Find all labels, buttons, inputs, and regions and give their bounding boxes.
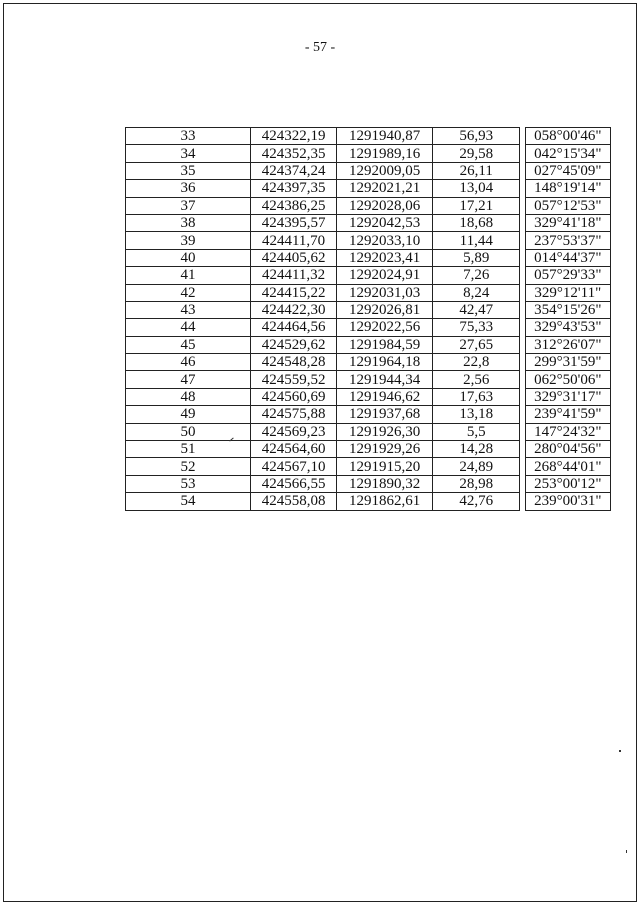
- y-coordinate-cell: 1291944,34: [337, 371, 433, 388]
- x-coordinate-cell: 424575,88: [250, 406, 336, 423]
- point-number-cell: 54: [126, 493, 251, 510]
- bearing-cell: 253°00'12": [525, 475, 610, 492]
- distance-cell: 13,18: [433, 406, 520, 423]
- point-number-cell: 48: [126, 388, 251, 405]
- bearing-cell: 239°41'59": [525, 406, 610, 423]
- y-coordinate-cell: 1291946,62: [337, 388, 433, 405]
- distance-cell: 7,26: [433, 267, 520, 284]
- bearing-cell: 148°19'14": [525, 180, 610, 197]
- bearing-cell: 058°00'46": [525, 128, 610, 145]
- table-row: [126, 336, 611, 353]
- x-coordinate-cell: 424322,19: [250, 128, 336, 145]
- bearing-cell: 057°12'53": [525, 197, 610, 214]
- x-coordinate-cell: 424397,35: [250, 180, 336, 197]
- scan-speck: [626, 850, 627, 853]
- x-coordinate-cell: 424386,25: [250, 197, 336, 214]
- bearing-cell: 027°45'09": [525, 162, 610, 179]
- table-row: [126, 180, 611, 197]
- y-coordinate-cell: 1292042,53: [337, 214, 433, 231]
- distance-cell: 42,47: [433, 301, 520, 318]
- point-number-cell: 44: [126, 319, 251, 336]
- point-number-cell: 40: [126, 249, 251, 266]
- y-coordinate-cell: 1291915,20: [337, 458, 433, 475]
- distance-cell: 27,65: [433, 336, 520, 353]
- point-number-cell: 45: [126, 336, 251, 353]
- table-row: [126, 197, 611, 214]
- y-coordinate-cell: 1291926,30: [337, 423, 433, 440]
- bearing-cell: 239°00'31": [525, 493, 610, 510]
- y-coordinate-cell: 1291964,18: [337, 354, 433, 371]
- table-row: [126, 249, 611, 266]
- bearing-cell: 354°15'26": [525, 301, 610, 318]
- y-coordinate-cell: 1291940,87: [337, 128, 433, 145]
- y-coordinate-cell: 1292031,03: [337, 284, 433, 301]
- page-number: - 57 -: [304, 40, 336, 55]
- point-number-cell: 33: [126, 128, 251, 145]
- table-row: [126, 423, 611, 440]
- y-coordinate-cell: 1291984,59: [337, 336, 433, 353]
- bearing-cell: 329°12'11": [525, 284, 610, 301]
- point-number-cell: 47: [126, 371, 251, 388]
- distance-cell: 13,04: [433, 180, 520, 197]
- distance-cell: 56,93: [433, 128, 520, 145]
- bearing-cell: 057°29'33": [525, 267, 610, 284]
- y-coordinate-cell: 1292033,10: [337, 232, 433, 249]
- table-row: [126, 232, 611, 249]
- x-coordinate-cell: 424405,62: [250, 249, 336, 266]
- distance-cell: 18,68: [433, 214, 520, 231]
- x-coordinate-cell: 424411,70: [250, 232, 336, 249]
- distance-cell: 11,44: [433, 232, 520, 249]
- point-number-cell: 42: [126, 284, 251, 301]
- point-number-cell: 51: [126, 441, 251, 458]
- table-row: [126, 441, 611, 458]
- bearing-cell: 268°44'01": [525, 458, 610, 475]
- y-coordinate-cell: 1291929,26: [337, 441, 433, 458]
- table-row: [126, 162, 611, 179]
- x-coordinate-cell: 424569,23: [250, 423, 336, 440]
- x-coordinate-cell: 424411,32: [250, 267, 336, 284]
- point-number-cell: 34: [126, 145, 251, 162]
- x-coordinate-cell: 424395,57: [250, 214, 336, 231]
- distance-cell: 14,28: [433, 441, 520, 458]
- bearing-cell: 147°24'32": [525, 423, 610, 440]
- y-coordinate-cell: 1292021,21: [337, 180, 433, 197]
- y-coordinate-cell: 1291862,61: [337, 493, 433, 510]
- distance-cell: 26,11: [433, 162, 520, 179]
- table-row: [126, 354, 611, 371]
- bearing-cell: 299°31'59": [525, 354, 610, 371]
- x-coordinate-cell: 424422,30: [250, 301, 336, 318]
- distance-cell: 24,89: [433, 458, 520, 475]
- point-number-cell: 49: [126, 406, 251, 423]
- distance-cell: 8,24: [433, 284, 520, 301]
- y-coordinate-cell: 1291989,16: [337, 145, 433, 162]
- table-row: [126, 145, 611, 162]
- point-number-cell: 50: [126, 423, 251, 440]
- y-coordinate-cell: 1291937,68: [337, 406, 433, 423]
- y-coordinate-cell: 1292022,56: [337, 319, 433, 336]
- coordinates-table-body: [126, 128, 611, 511]
- point-number-cell: 53: [126, 475, 251, 492]
- coordinates-table: [125, 127, 611, 511]
- bearing-cell: 329°31'17": [525, 388, 610, 405]
- point-number-cell: 52: [126, 458, 251, 475]
- table-row: [126, 493, 611, 510]
- bearing-cell: 312°26'07": [525, 336, 610, 353]
- y-coordinate-cell: 1292024,91: [337, 267, 433, 284]
- distance-cell: 42,76: [433, 493, 520, 510]
- distance-cell: 5,89: [433, 249, 520, 266]
- x-coordinate-cell: 424564,60: [250, 441, 336, 458]
- bearing-cell: 329°43'53": [525, 319, 610, 336]
- x-coordinate-cell: 424560,69: [250, 388, 336, 405]
- table-row: [126, 406, 611, 423]
- bearing-cell: 062°50'06": [525, 371, 610, 388]
- y-coordinate-cell: 1292009,05: [337, 162, 433, 179]
- point-number-cell: 43: [126, 301, 251, 318]
- distance-cell: 5,5: [433, 423, 520, 440]
- y-coordinate-cell: 1292023,41: [337, 249, 433, 266]
- table-row: [126, 475, 611, 492]
- table-row: [126, 458, 611, 475]
- x-coordinate-cell: 424374,24: [250, 162, 336, 179]
- x-coordinate-cell: 424567,10: [250, 458, 336, 475]
- scan-speck: [619, 750, 621, 752]
- distance-cell: 28,98: [433, 475, 520, 492]
- point-number-cell: 36: [126, 180, 251, 197]
- bearing-cell: 014°44'37": [525, 249, 610, 266]
- bearing-cell: 042°15'34": [525, 145, 610, 162]
- distance-cell: 22,8: [433, 354, 520, 371]
- point-number-cell: 46: [126, 354, 251, 371]
- bearing-cell: 329°41'18": [525, 214, 610, 231]
- table-row: [126, 388, 611, 405]
- table-row: [126, 371, 611, 388]
- bearing-cell: 237°53'37": [525, 232, 610, 249]
- distance-cell: 2,56: [433, 371, 520, 388]
- distance-cell: 29,58: [433, 145, 520, 162]
- x-coordinate-cell: 424352,35: [250, 145, 336, 162]
- table-row: [126, 128, 611, 145]
- x-coordinate-cell: 424559,52: [250, 371, 336, 388]
- table-row: [126, 319, 611, 336]
- table-row: [126, 301, 611, 318]
- point-number-cell: 37: [126, 197, 251, 214]
- y-coordinate-cell: 1291890,32: [337, 475, 433, 492]
- point-number-cell: 38: [126, 214, 251, 231]
- table-row: [126, 267, 611, 284]
- x-coordinate-cell: 424464,56: [250, 319, 336, 336]
- x-coordinate-cell: 424566,55: [250, 475, 336, 492]
- table-row: [126, 284, 611, 301]
- x-coordinate-cell: 424548,28: [250, 354, 336, 371]
- y-coordinate-cell: 1292028,06: [337, 197, 433, 214]
- bearing-cell: 280°04'56": [525, 441, 610, 458]
- x-coordinate-cell: 424529,62: [250, 336, 336, 353]
- distance-cell: 17,21: [433, 197, 520, 214]
- distance-cell: 75,33: [433, 319, 520, 336]
- x-coordinate-cell: 424415,22: [250, 284, 336, 301]
- point-number-cell: 41: [126, 267, 251, 284]
- point-number-cell: 35: [126, 162, 251, 179]
- distance-cell: 17,63: [433, 388, 520, 405]
- point-number-cell: 39: [126, 232, 251, 249]
- y-coordinate-cell: 1292026,81: [337, 301, 433, 318]
- table-row: [126, 214, 611, 231]
- x-coordinate-cell: 424558,08: [250, 493, 336, 510]
